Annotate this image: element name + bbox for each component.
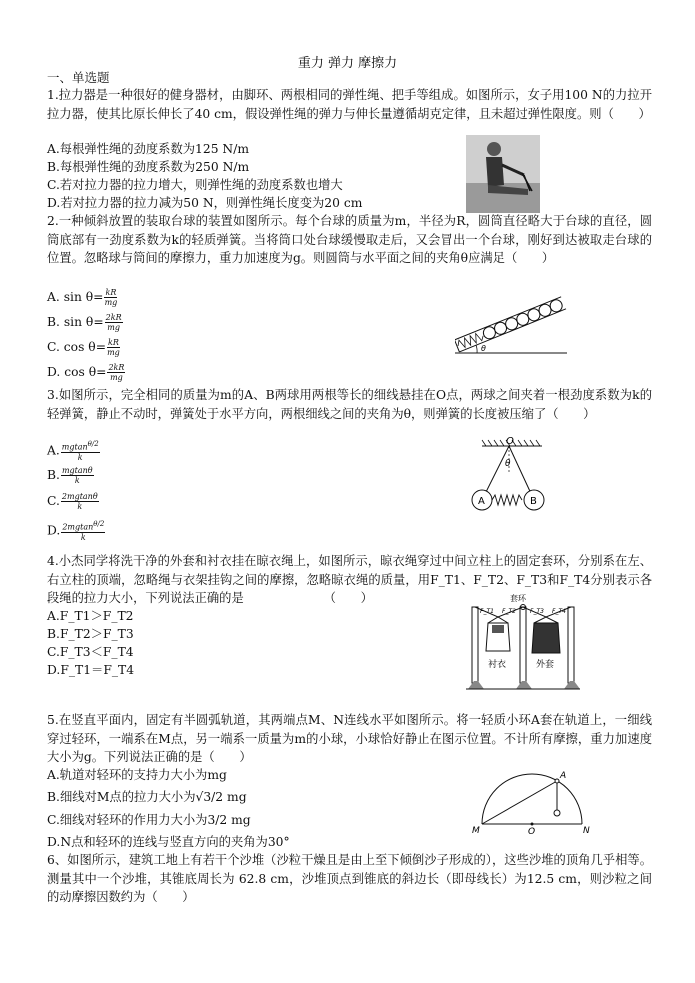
q2-option-c: C. cos θ= $\frac{kR}{mg}$ — [47, 338, 120, 357]
q3-figure-hanging-balls — [462, 434, 562, 518]
q3-figure-theta-label: θ — [505, 459, 511, 469]
q2-option-b-fraction: $\frac{2kR}{mg}$ — [105, 313, 122, 332]
q3-option-c: C. $\frac{2mgtan\theta}{k}$ — [47, 492, 98, 511]
q5-figure-point-o: O — [528, 827, 536, 836]
q3-figure-ball-b: B — [530, 496, 537, 507]
q3-stem: 3.如图所示，完全相同的质量为m的A、B两球用两根等长的细线悬挂在O点，两球之间夹着一根劲度系数为k的轻弹簧，静止不动时，弹簧处于水平方向，两根细线之间的夹角为θ，则弹簧的长度被压缩了（ ） — [47, 388, 652, 421]
q2-option-c-fraction: $\frac{kR}{mg}$ — [107, 338, 120, 357]
q4-figure-shirt-label: 衬衣 — [488, 660, 507, 670]
q4-figure-coat-label: 外套 — [536, 660, 555, 670]
q5-stem: 5.在竖直平面内，固定有半圆弧轨道，其两端点M、N连线水平如图所示。将一轻质小环A套在轨道上，一细线穿过轻环，一端系在M点，另一端系一质量为m的小球，小球恰好静止在图示位置。不计所有摩擦，重力加速度大小为g。下列说法正确的是（ ） — [47, 713, 652, 764]
q1-option-b: B.每根弹性绳的劲度系数为250 N/m — [47, 160, 250, 174]
q4-option-a: A.F_T1＞F_T2 — [47, 609, 134, 623]
q2-option-a-fraction: $\frac{kR}{mg}$ — [104, 288, 118, 307]
q2-option-a: A. sin θ= $\frac{kR}{mg}$ — [47, 288, 118, 307]
q4-stem: 4.小杰同学将洗干净的外套和衬衣挂在晾衣绳上，如图所示，晾衣绳穿过中间立柱上的固定套环，分别系在左、右立柱的顶端，忽略绳与衣架挂钩之间的摩擦，忽略晾衣绳的质量，用F_T1、F_T2、F_T3和F_T4分别表示各段绳的拉力大小，下列说法正确的是 （ ） — [47, 554, 652, 605]
svg-text:F_T1: F_T1 — [480, 608, 494, 615]
svg-text:F_T4: F_T4 — [552, 608, 566, 615]
q2-stem: 2.一种倾斜放置的装取台球的装置如图所示。每个台球的质量为m，半径为R，圆筒直径略大于台球的直径，圆筒底部有一劲度系数为k的轻质弹簧。当将筒口处台球缓慢取走后，又会冒出一个台球，刚好到达被取走台球的位置。忽略球与筒间的摩擦力，重力加速度为g。则圆筒与水平面之间的夹角θ应满足（ ） — [47, 214, 652, 265]
q5-option-b: B.细线对M点的拉力大小为√3/2 mg — [47, 790, 247, 804]
q1-stem: 1.拉力器是一种很好的健身器材，由脚环、两根相同的弹性绳、把手等组成。如图所示，女子用100 N的力拉开拉力器，使其比原长伸长了40 cm，假设弹性绳的弹力与伸长量遵循胡克定律，且未超过弹性限度。则（ ） — [47, 88, 652, 121]
svg-text:F_T3: F_T3 — [530, 608, 544, 615]
q5-figure-semicircle-track — [470, 766, 594, 836]
q5-option-d: D.N点和轻环的连线与竖直方向的夹角为30° — [47, 835, 290, 849]
page-title: 重力 弹力 摩擦力 — [297, 56, 398, 71]
q2-figure-inclined-tube — [455, 285, 573, 357]
q2-option-b: B. sin θ= $\frac{2kR}{mg}$ — [47, 313, 122, 332]
q1-figure-woman-exerciser — [466, 135, 540, 213]
q1-option-c: C.若对拉力器的拉力增大，则弹性绳的劲度系数也增大 — [47, 178, 343, 192]
q4-option-c: C.F_T3＜F_T4 — [47, 645, 134, 659]
q1-option-a: A.每根弹性绳的劲度系数为125 N/m — [47, 142, 249, 156]
q4-figure-clothesline — [466, 593, 580, 693]
q5-figure-ring-a: A — [560, 771, 567, 781]
q4-option-b: B.F_T2＞F_T3 — [47, 627, 134, 641]
q3-option-a: A. $\frac{mgtan\theta/2}{k}$ — [47, 440, 99, 462]
q2-option-d-fraction: $\frac{2kR}{mg}$ — [108, 363, 125, 382]
q5-option-c: C.细线对轻环的作用力大小为3/2 mg — [47, 813, 251, 827]
q1-option-d: D.若对拉力器的拉力减为50 N，则弹性绳长度变为20 cm — [47, 196, 363, 210]
section-heading: 一、单选题 — [47, 70, 110, 85]
q3-option-b: B. $\frac{mgtan\theta}{k}$ — [47, 466, 93, 485]
q6-stem: 6、如图所示，建筑工地上有若干个沙堆（沙粒干燥且是由上至下倾倒沙子形成的），这些沙堆的顶角几乎相等。测量其中一个沙堆，其锥底周长为 62.8 cm，沙堆顶点到锥底的斜边长（即母线长）为12.5 cm，则沙粒之间的动摩擦因数约为（ ） — [47, 853, 652, 904]
q3-figure-o-label: O — [506, 436, 514, 447]
q2-option-d: D. cos θ= $\frac{2kR}{mg}$ — [47, 363, 125, 382]
q4-figure-ring-label: 套环 — [510, 594, 526, 603]
q3-option-d: D. $\frac{2mgtan\theta/2}{k}$ — [47, 520, 105, 542]
q3-figure-ball-a: A — [478, 496, 485, 507]
q2-figure-theta-label: θ — [481, 344, 486, 353]
q5-option-a: A.轨道对轻环的支持力大小为mg — [47, 768, 227, 782]
q5-figure-point-m: M — [472, 826, 480, 836]
q5-figure-point-n: N — [583, 826, 590, 836]
q4-option-d: D.F_T1＝F_T4 — [47, 663, 135, 677]
svg-text:F_T2: F_T2 — [502, 608, 516, 615]
